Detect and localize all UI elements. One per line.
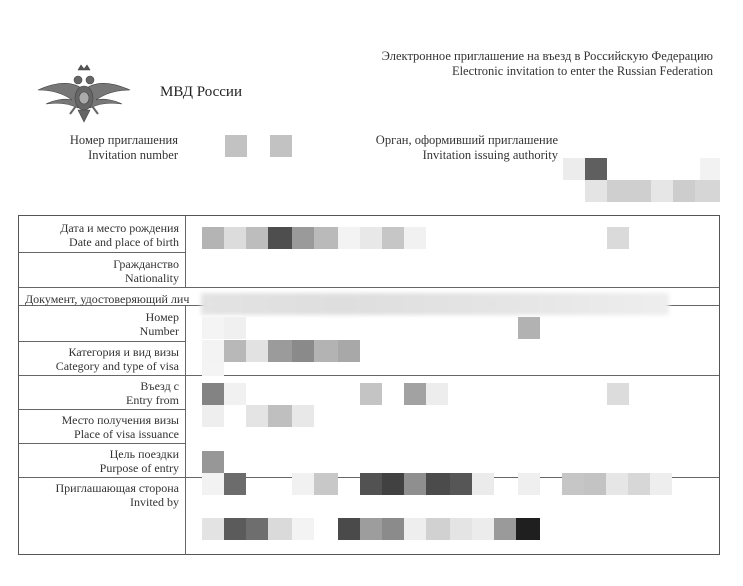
- invitation-number-label: [30, 133, 178, 163]
- row-label-entry-from: [19, 379, 179, 407]
- row-divider: [19, 375, 719, 376]
- double-headed-eagle-emblem-icon: [36, 60, 132, 126]
- row-label-visa-category-ru: Категория и вид визы: [68, 345, 179, 359]
- row-divider: [19, 409, 185, 410]
- row-label-visa-category-en: Category and type of visa: [55, 359, 179, 373]
- row-label-nationality-en: Nationality: [125, 271, 179, 285]
- invitation-number-label-ru: Номер приглашения: [69, 133, 178, 147]
- row-label-entry-from-en: Entry from: [126, 393, 179, 407]
- row-divider: [19, 443, 185, 444]
- issuing-authority-label-ru: Орган, оформивший приглашение: [375, 133, 558, 147]
- row-label-invited-by: [19, 481, 179, 509]
- document-title-en: Electronic invitation to enter the Russian Federation: [451, 64, 713, 78]
- row-label-nationality: [19, 257, 179, 285]
- row-label-purpose-en: Purpose of entry: [99, 461, 179, 475]
- row-label-birth: [19, 221, 179, 249]
- column-divider: [185, 216, 186, 287]
- issuing-authority-label: [360, 133, 558, 163]
- row-label-visa-category: [19, 345, 179, 373]
- row-label-invited-by-en: Invited by: [130, 495, 179, 509]
- row-label-identity-document: Документ, удостоверяющий лич: [25, 292, 190, 306]
- issuing-authority-label-en: Invitation issuing authority: [422, 148, 558, 162]
- row-divider: [19, 341, 185, 342]
- document-title: [382, 49, 713, 79]
- row-label-birth-ru: Дата и место рождения: [60, 221, 179, 235]
- row-label-invited-by-ru: Приглашающая сторона: [55, 481, 179, 495]
- row-label-number: [19, 310, 179, 338]
- column-divider: [185, 305, 186, 555]
- row-label-visa-issuance-place-en: Place of visa issuance: [74, 427, 179, 441]
- row-label-number-en: Number: [139, 324, 179, 338]
- org-name: МВД России: [160, 84, 242, 100]
- row-divider: [19, 252, 185, 253]
- row-label-birth-en: Date and place of birth: [69, 235, 179, 249]
- row-label-number-ru: Номер: [145, 310, 179, 324]
- row-label-entry-from-ru: Въезд с: [140, 379, 179, 393]
- document-title-ru: Электронное приглашение на въезд в Российскую Федерацию: [381, 49, 713, 63]
- row-label-purpose-ru: Цель поездки: [109, 447, 179, 461]
- row-label-purpose: [19, 447, 179, 475]
- invitation-number-label-en: Invitation number: [88, 148, 178, 162]
- row-label-visa-issuance-place-ru: Место получения визы: [61, 413, 179, 427]
- row-label-visa-issuance-place: [19, 413, 179, 441]
- row-label-nationality-ru: Гражданство: [113, 257, 179, 271]
- redacted-identity-document: [201, 293, 669, 315]
- row-divider: [19, 287, 719, 288]
